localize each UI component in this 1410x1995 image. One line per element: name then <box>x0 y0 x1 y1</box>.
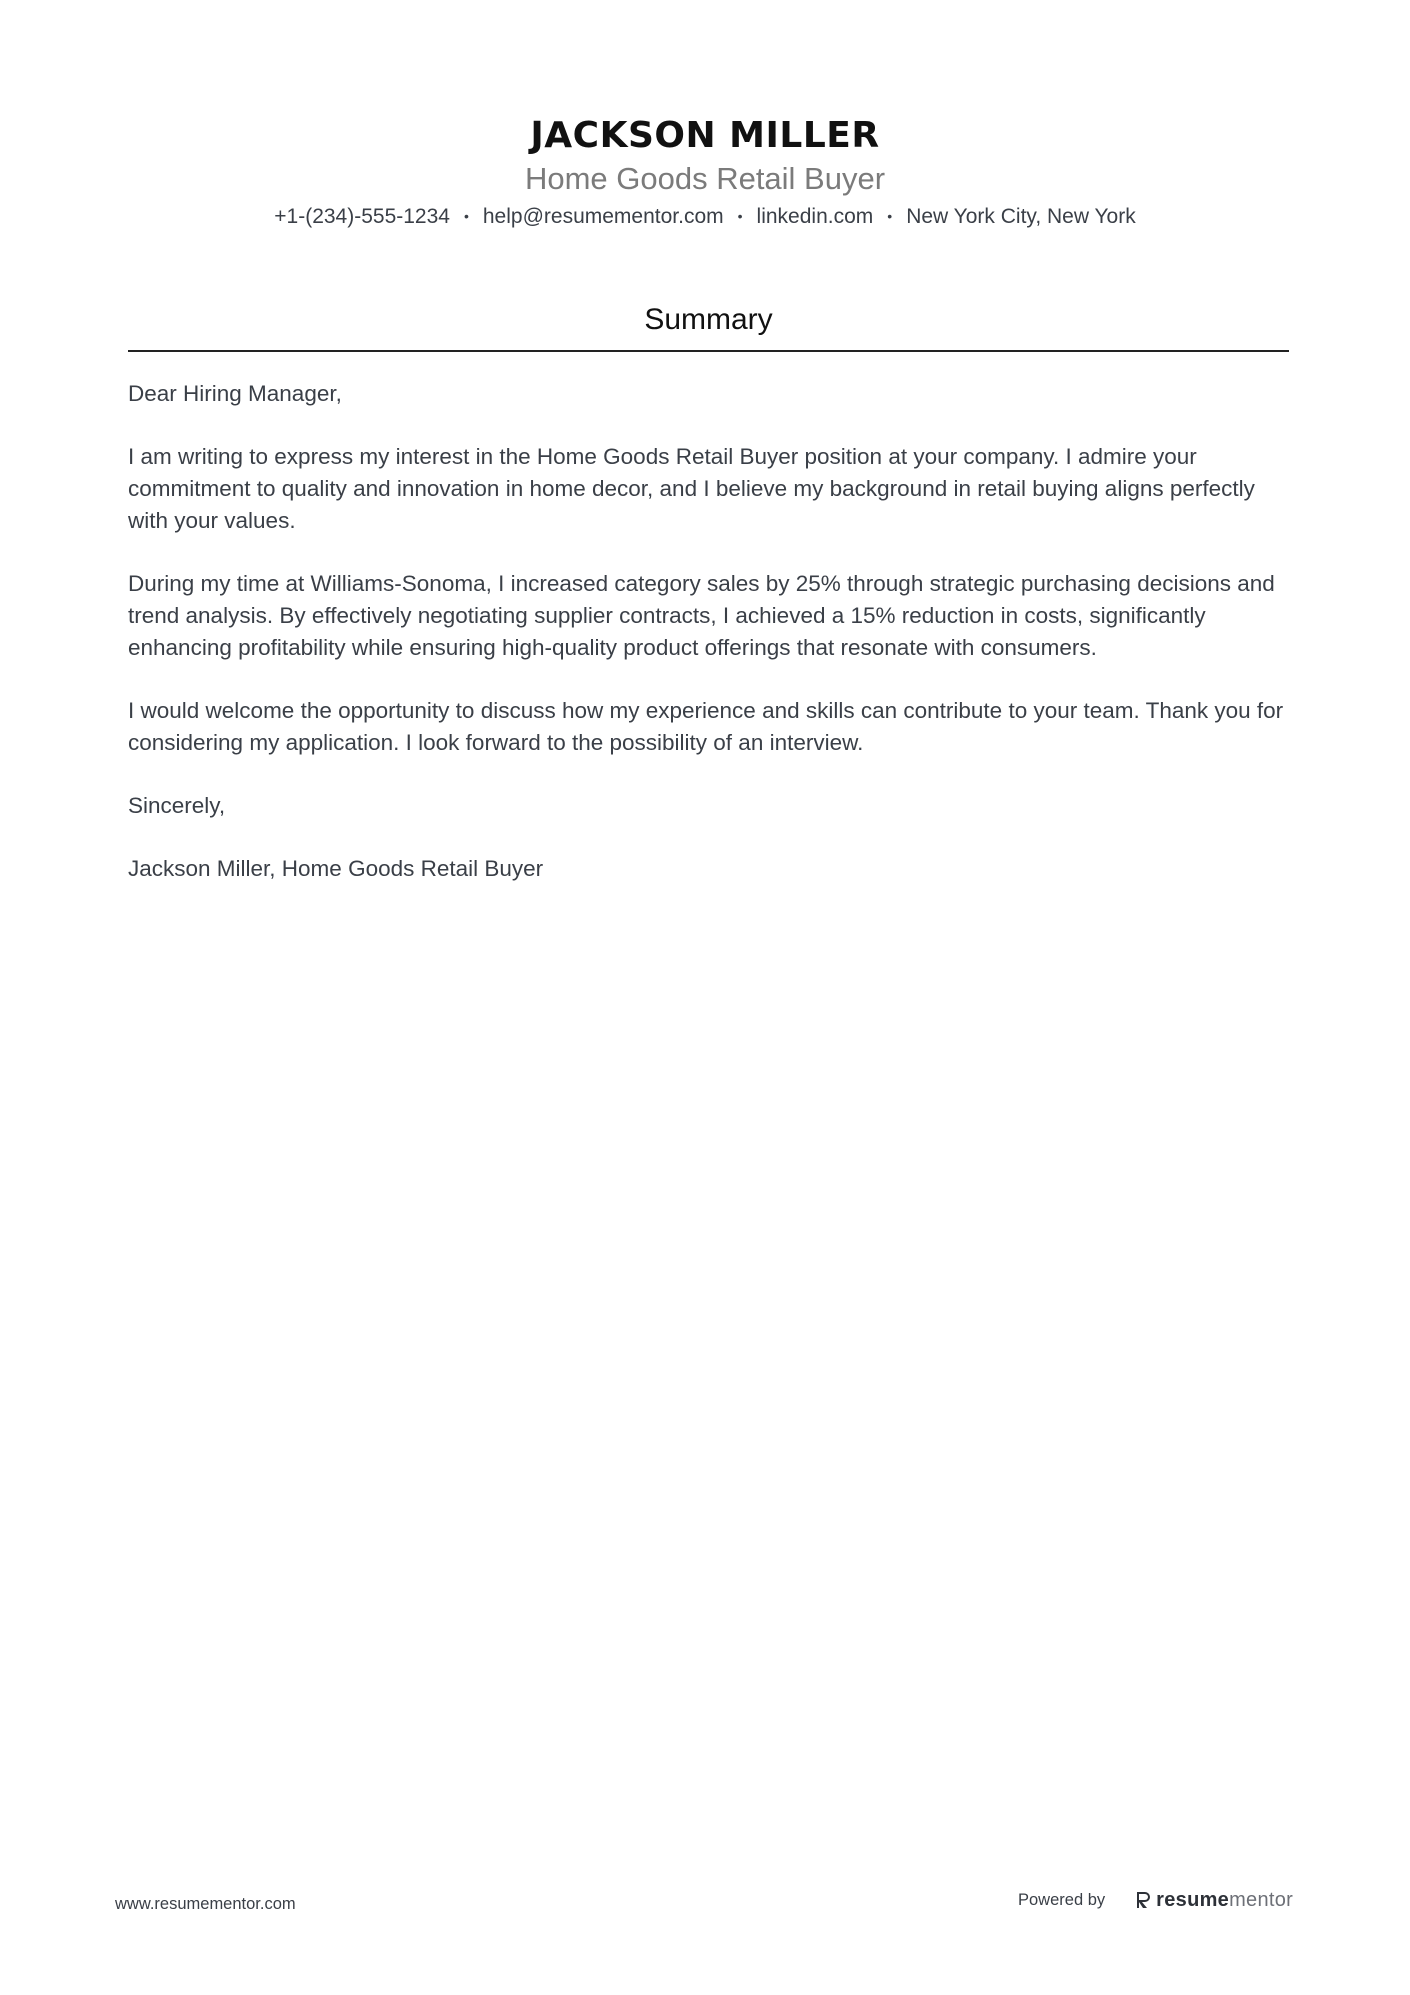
letter-greeting: Dear Hiring Manager, <box>128 381 342 406</box>
section-title-summary: Summary <box>644 303 773 336</box>
contact-email[interactable]: help@resumementor.com <box>482 205 724 228</box>
letter-paragraph: During my time at Williams-Sonoma, I increased category sales by 25% through strategic purchasing decisions and trend analysis. By effectively negotiating supplier contracts, I achieved a 15% reduction in costs, significantly enhancing profitability while ensuring high-quality product offerings that resonate with consumers. <box>128 571 1275 660</box>
brand-wordmark-light: mentor <box>1229 1888 1294 1911</box>
section-divider <box>128 350 1289 352</box>
contact-location: New York City, New York <box>906 205 1136 228</box>
footer-branding <box>1018 1886 1293 1914</box>
resumementor-brand-link[interactable] <box>1135 1889 1293 1912</box>
letter-paragraph: I am writing to express my interest in the Home Goods Retail Buyer position at your company. I admire your commitment to quality and innovation in home decor, and I believe my background in retail buying aligns perfectly with your values. <box>128 444 1255 533</box>
candidate-name: JACKSON MILLER <box>530 115 880 156</box>
brand-wordmark-strong: resume <box>1156 1888 1230 1911</box>
separator-bullet: • <box>887 208 893 224</box>
footer-website-link[interactable]: www.resumementor.com <box>115 1895 296 1913</box>
letter-closing: Sincerely, <box>128 793 226 819</box>
header <box>0 112 1410 233</box>
brand-wordmark <box>1156 1889 1293 1912</box>
contact-phone: +1-(234)-555-1234 <box>274 205 450 228</box>
powered-by-label: Powered by <box>1018 1890 1106 1909</box>
separator-bullet: • <box>463 208 469 224</box>
letter-paragraph: I would welcome the opportunity to discuss how my experience and skills can contribute to your team. Thank you for considering my application. I look forward to the possibility of an interview. <box>128 697 1284 755</box>
letter-body <box>128 378 1289 917</box>
separator-bullet: • <box>737 208 743 224</box>
letter-signature: Jackson Miller, Home Goods Retail Buyer <box>128 856 544 882</box>
contact-linkedin[interactable]: linkedin.com <box>756 205 874 228</box>
contact-line <box>0 200 1410 233</box>
resumementor-logo-icon <box>1135 1890 1151 1910</box>
candidate-title: Home Goods Retail Buyer <box>524 161 886 196</box>
